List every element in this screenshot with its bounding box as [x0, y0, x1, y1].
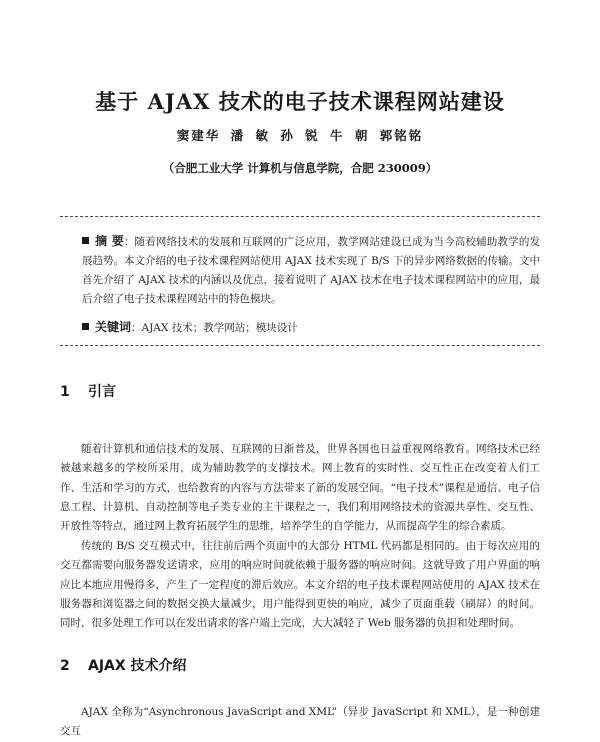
- abstract-block: [82, 232, 540, 309]
- section-number: 2: [60, 658, 70, 674]
- keywords-label-wrap: [82, 320, 131, 334]
- section-1-paragraph-1: 随着计算机和通信技术的发展、互联网的日渐普及，世界各国也日益重视网络教育。网络技术已经被越来越多的学校所采用，成为辅助教学的支撑技术。网上教育的实时性、交互性正在改变着人们工作、生活和学习的方式，也给教育的内容与方法带来了新的发展空间。“电子技术”课程是通信、电子信息工程、计算机、自动控制等电子类专业的主干课程之一，我们利用网络技术的资源共享性、交互性、开放性等特点，通过网上教育拓展学生的思维，培养学生的自学能力，从而提高学生的综合素质。: [60, 443, 540, 533]
- author-list: 窦建华 潘 敏 孙 锐 牛 朝 郭铭铭: [176, 128, 424, 143]
- abstract-text: ：随着网络技术的发展和互联网的广泛应用，教学网站建设已成为当今高校辅助教学的发展趋势。本文介绍的电子技术课程网站使用 AJAX 技术实现了 B/S 下的异步网络数据的传输。文中首先介绍了 AJAX 技术的内涵以及优点，接着说明了 AJAX 技术在电子技术课程网站中的应用，最后介绍了电子技术课程网站中的特色模块。: [82, 236, 540, 305]
- section-title: 引言: [88, 384, 116, 400]
- keywords-label: 关键词: [95, 320, 132, 334]
- abstract-label-wrap: [82, 234, 124, 248]
- keywords-block: [82, 318, 540, 338]
- abstract-bottom-rule: [60, 345, 540, 346]
- paper-title: 基于 AJAX 技术的电子技术课程网站建设: [95, 89, 505, 114]
- abstract-top-rule: [60, 216, 540, 217]
- square-bullet-icon: [82, 237, 89, 244]
- abstract-label: 摘 要: [95, 234, 124, 248]
- affiliation: （合肥工业大学 计算机与信息学院，合肥 230009）: [162, 161, 438, 175]
- section-1-paragraph-2: 传统的 B/S 交互模式中，往往前后两个页面中的大部分 HTML 代码都是相同的。由于每次应用的交互都需要向服务器发送请求，应用的响应时间就依赖于服务器的响应时间。这就导致了用户界面的响应比本地应用慢得多，产生了一定程度的滞后效应。本文介绍的电子技术课程网站使用的 AJAX 技术在服务器和浏览器之间的数据交换大量减少，用户能得到更快的响应，减少了页面重载（刷屏）的时间。同时，很多处理工作可以在发出请求的客户端上完成，大大减轻了 Web 服务器的负担和处理时间。: [60, 540, 540, 630]
- square-bullet-icon: [82, 323, 89, 330]
- section-number: 1: [60, 384, 70, 400]
- section-2-heading: [60, 655, 187, 675]
- section-title: AJAX 技术介绍: [88, 658, 187, 674]
- keywords-text: ：AJAX 技术；教学网站；模块设计: [131, 322, 298, 334]
- section-2-paragraph-1: AJAX 全称为“Asynchronous JavaScript and XML”（异步 JavaScript 和 XML），是一种创建交互: [60, 706, 540, 738]
- section-1-heading: [60, 381, 116, 401]
